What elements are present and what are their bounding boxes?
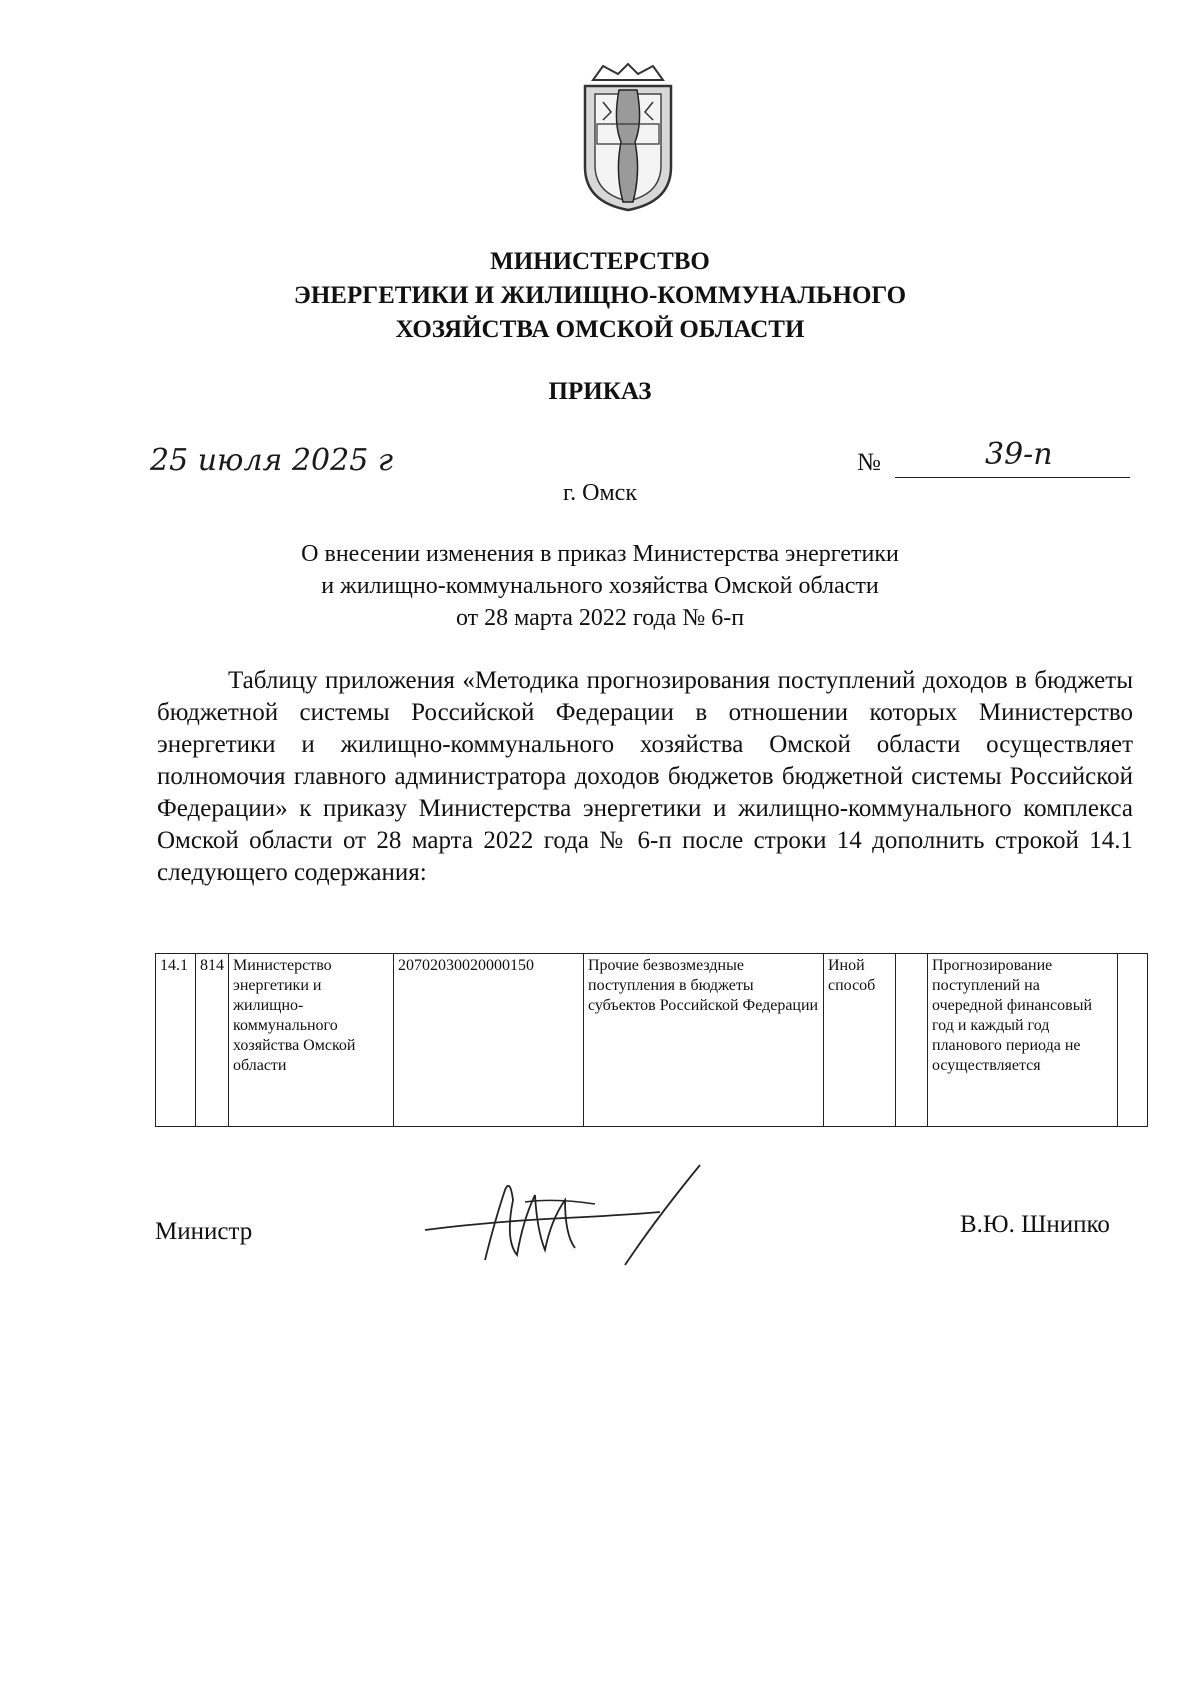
insertion-table	[155, 953, 1148, 1127]
subject-line-1: О внесении изменения в приказ Министерства энергетики	[301, 541, 899, 567]
org-line-2: ЭНЕРГЕТИКИ И ЖИЛИЩНО-КОММУНАЛЬНОГО	[293, 282, 907, 309]
signer-name: В.Ю. Шнипко	[960, 1211, 1110, 1238]
subject-line-2: и жилищно-коммунального хозяйства Омской области	[321, 573, 879, 599]
cell-admin-code: 814	[196, 954, 229, 1127]
handwritten-number: 39-п	[985, 437, 1053, 472]
cell-empty-1	[896, 954, 928, 1127]
cell-income-name: Прочие безвозмездные поступления в бюджеты субъектов Российской Федерации	[584, 954, 824, 1127]
document-subject	[180, 538, 1020, 634]
cell-row-number: 14.1	[156, 954, 196, 1127]
handwritten-signature	[425, 1160, 745, 1270]
handwritten-date: 25 июля 2025 г	[150, 443, 393, 478]
cell-kbk-code: 20702030020000150	[394, 954, 584, 1127]
cell-empty-2	[1118, 954, 1148, 1127]
city: г. Омск	[563, 480, 637, 506]
number-label: №	[857, 449, 881, 476]
cell-description: Прогнозирование поступлений на очередной финансовый год и каждый год планового периода не осуществляется	[928, 954, 1118, 1127]
number-underline	[895, 477, 1130, 478]
table-row	[156, 954, 1148, 1127]
org-line-3: ХОЗЯЙСТВА ОМСКОЙ ОБЛАСТИ	[395, 316, 805, 343]
cell-administrator: Министерство энергетики и жилищно-коммунального хозяйства Омской области	[229, 954, 394, 1127]
body-paragraph: Таблицу приложения «Методика прогнозирования поступлений доходов в бюджеты бюджетной системы Российской Федерации в отношении которых Министерство энергетики и жилищно-коммунального хозяйства Омской области осуществляет полномочия главного администратора доходов бюджетов бюджетной системы Российской Федерации» к приказу Министерства энергетики и жилищно-коммунального комплекса Омской области от 28 марта 2022 года № 6-п после строки 14 дополнить строкой 14.1 следующего содержания:	[157, 667, 1133, 886]
subject-line-3: от 28 марта 2022 года № 6-п	[455, 605, 745, 631]
coat-of-arms-icon	[573, 62, 683, 212]
document-type: ПРИКАЗ	[548, 378, 652, 405]
cell-method: Иной способ	[824, 954, 896, 1127]
organization-name	[200, 245, 1000, 347]
signer-role: Министр	[155, 1218, 253, 1245]
org-line-1: МИНИСТЕРСТВО	[490, 248, 710, 275]
